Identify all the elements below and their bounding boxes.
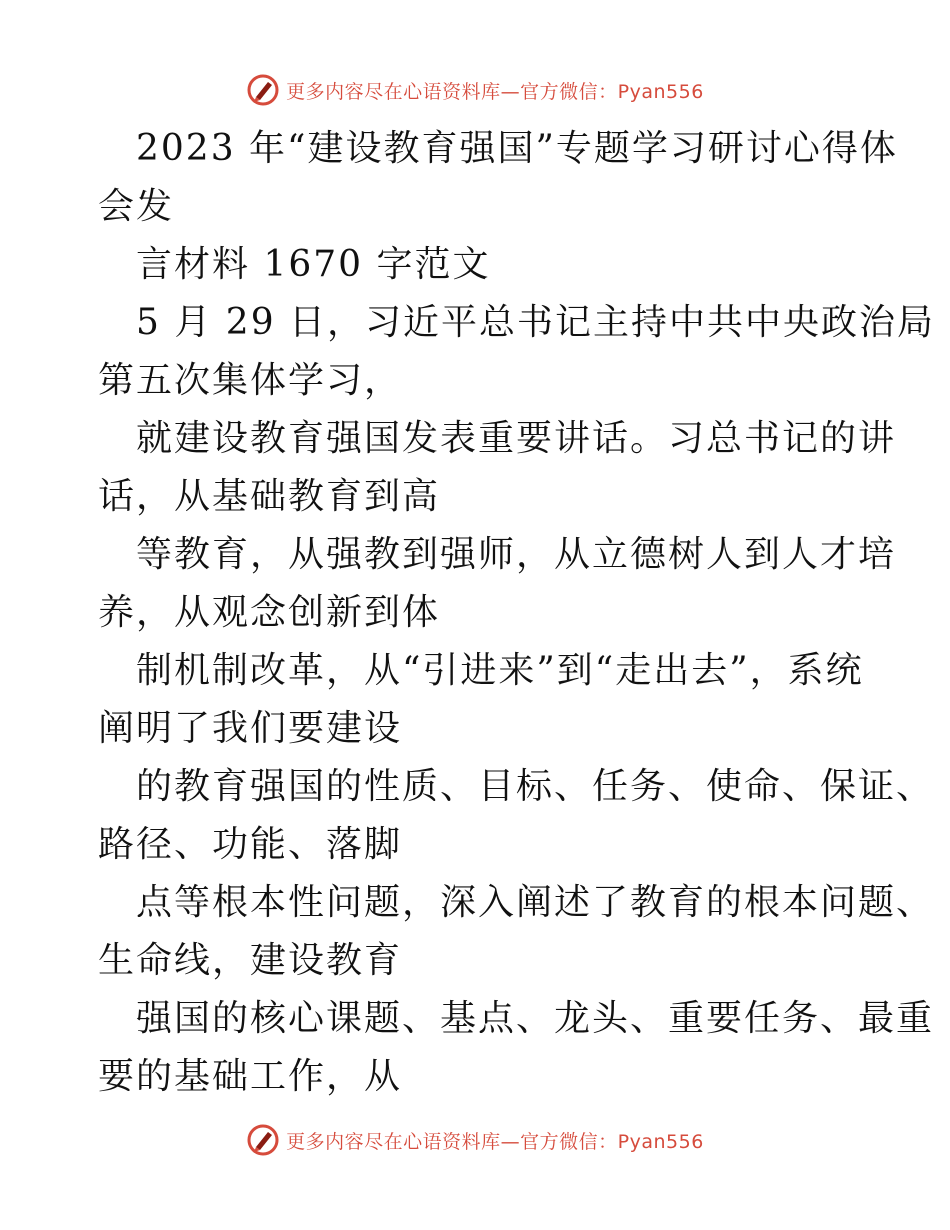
- text-line: 阐明了我们要建设: [98, 708, 403, 749]
- page-header-watermark: [0, 70, 950, 110]
- document-body: [98, 120, 936, 1106]
- footer-watermark-text: 更多内容尽在心语资料库—官方微信：Pyan556: [286, 1130, 704, 1153]
- text-line: 话，从基础教育到高: [98, 476, 441, 517]
- text-line: 2023 年“建设教育强国”专题学习研讨心得体: [136, 128, 898, 169]
- text-line: 要的基础工作，从: [98, 1056, 403, 1097]
- text-line: 会发: [98, 186, 175, 227]
- text-line: 养，从观念创新到体: [98, 592, 441, 633]
- text-line: 就建设教育强国发表重要讲话。习总书记的讲: [136, 418, 897, 459]
- text-line: 5 月 29 日，习近平总书记主持中共中央政治局: [136, 302, 936, 343]
- text-line: 强国的核心课题、基点、龙头、重要任务、最重: [136, 998, 935, 1039]
- text-line: 等教育，从强教到强师，从立德树人到人才培: [136, 534, 897, 575]
- text-line: 言材料 1670 字范文: [136, 244, 491, 285]
- page-footer-watermark: [0, 1120, 950, 1160]
- header-watermark-text: 更多内容尽在心语资料库—官方微信：Pyan556: [286, 80, 704, 103]
- text-line: 制机制改革，从“引进来”到“走出去”，系统: [136, 650, 864, 691]
- text-line: 生命线，建设教育: [98, 940, 403, 981]
- pen-logo-icon: [246, 73, 280, 107]
- text-line: 路径、功能、落脚: [98, 824, 403, 865]
- text-line: 的教育强国的性质、目标、任务、使命、保证、: [136, 766, 935, 807]
- text-line: 第五次集体学习，: [98, 360, 403, 401]
- pen-logo-icon: [246, 1123, 280, 1157]
- text-line: 点等根本性问题，深入阐述了教育的根本问题、: [136, 882, 935, 923]
